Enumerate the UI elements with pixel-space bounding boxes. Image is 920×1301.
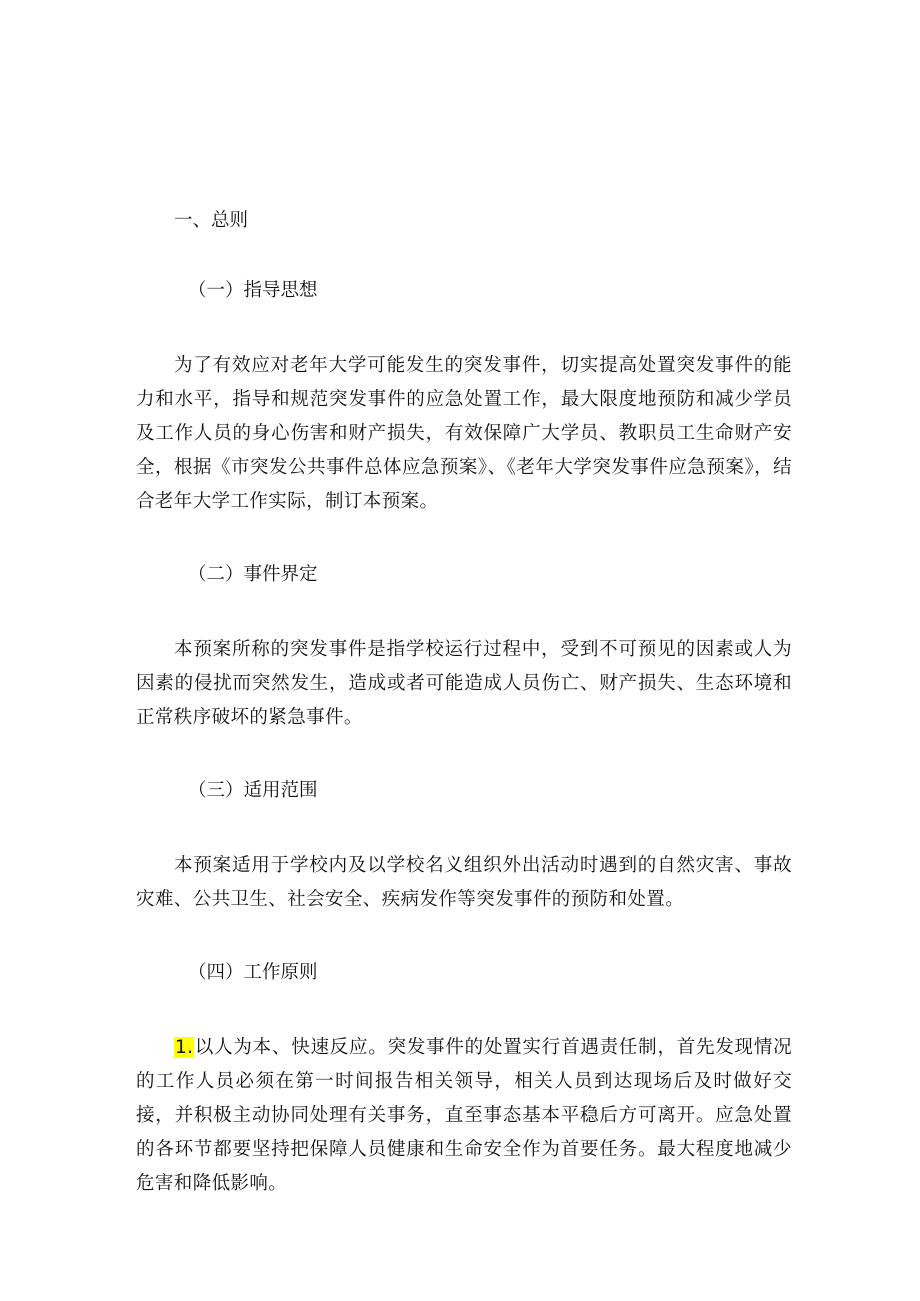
- principle-1-text: 以人为本、快速反应。突发事件的处置实行首遇责任制，首先发现情况的工作人员必须在第一时间报告相关领导，相关人员到达现场后及时做好交接，并积极主动协同处理有关事务，直至事态基本平稳后方可离开。应急处置的各环节都要坚持把保障人员健康和生命安全作为首要任务。最大程度地减少危害和降低影响。: [136, 1037, 792, 1194]
- paragraph-scope: 本预案适用于学校内及以学校名义组织外出活动时遇到的自然灾害、事故灾难、公共卫生、社会安全、疾病发作等突发事件的预防和处置。: [136, 855, 792, 910]
- subsection-title-event-definition: （二）事件界定: [188, 564, 318, 585]
- highlighted-item-number: 1.: [175, 1037, 194, 1058]
- subsection-title-guiding-ideology: （一）指导思想: [188, 280, 318, 301]
- subsection-title-scope: （三）适用范围: [188, 780, 318, 801]
- paragraph-guiding-ideology: 为了有效应对老年大学可能发生的突发事件，切实提高处置突发事件的能力和水平，指导和规范突发事件的应急处置工作，最大限度地预防和减少学员及工作人员的身心伤害和财产损失，有效保障广大学员、教职员工生命财产安全，根据《市突发公共事件总体应急预案》、《老年大学突发事件应急预案》，结合老年大学工作实际，制订本预案。: [136, 355, 792, 512]
- document-body: [136, 201, 792, 1237]
- paragraph-event-definition: 本预案所称的突发事件是指学校运行过程中，受到不可预见的因素或人为因素的侵扰而突然发生，造成或者可能造成人员伤亡、财产损失、生态环境和正常秩序破坏的紧急事件。: [136, 639, 792, 728]
- subsection-title-work-principles: （四）工作原则: [188, 962, 318, 983]
- paragraph-principle-1: [136, 1031, 792, 1201]
- section-title: 一、总则: [174, 210, 249, 231]
